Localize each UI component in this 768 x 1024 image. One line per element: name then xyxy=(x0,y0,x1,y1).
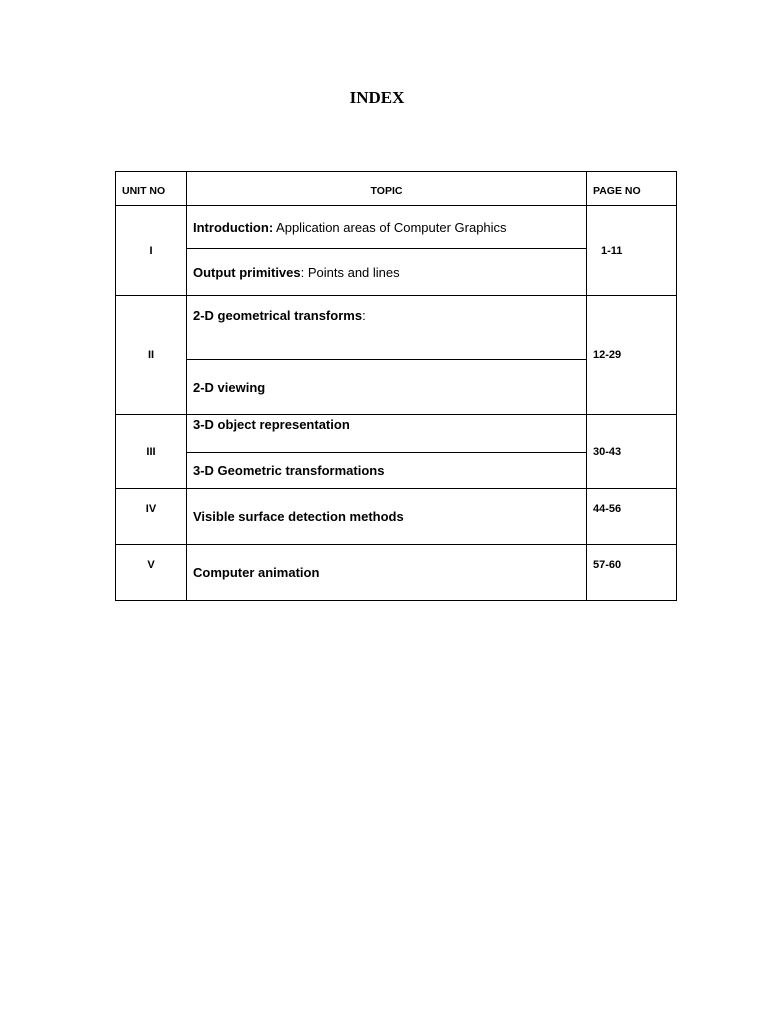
topic-cell: 2-D geometrical transforms: xyxy=(187,296,587,360)
table-row xyxy=(116,206,677,249)
page-range: 44-56 xyxy=(587,489,677,545)
page-range: 12-29 xyxy=(587,296,677,415)
topic-cell: Output primitives: Points and lines xyxy=(187,249,587,296)
page-title: INDEX xyxy=(349,88,405,107)
page-no-header: PAGE NO xyxy=(587,172,677,206)
topic-cell: Introduction: Application areas of Computer Graphics xyxy=(187,206,587,249)
page-range: 57-60 xyxy=(587,545,677,601)
unit-number: III xyxy=(116,415,187,489)
page-range: 30-43 xyxy=(587,415,677,489)
header-row xyxy=(116,172,677,206)
topic-cell: Computer animation xyxy=(187,545,587,601)
table-row xyxy=(116,296,677,360)
page-range: 1-11 xyxy=(587,206,677,296)
table-row xyxy=(116,489,677,545)
unit-no-header: UNIT NO xyxy=(116,172,187,206)
topic-cell: 3-D Geometric transformations xyxy=(187,453,587,489)
table-row xyxy=(116,545,677,601)
table-row xyxy=(116,415,677,453)
unit-number: V xyxy=(116,545,187,601)
topic-header: TOPIC xyxy=(187,172,587,206)
topic-cell: Visible surface detection methods xyxy=(187,489,587,545)
unit-number: IV xyxy=(116,489,187,545)
topic-cell: 3-D object representation xyxy=(187,415,587,453)
unit-number: I xyxy=(116,206,187,296)
topic-cell: 2-D viewing xyxy=(187,360,587,415)
unit-number: II xyxy=(116,296,187,415)
index-table xyxy=(115,171,677,601)
